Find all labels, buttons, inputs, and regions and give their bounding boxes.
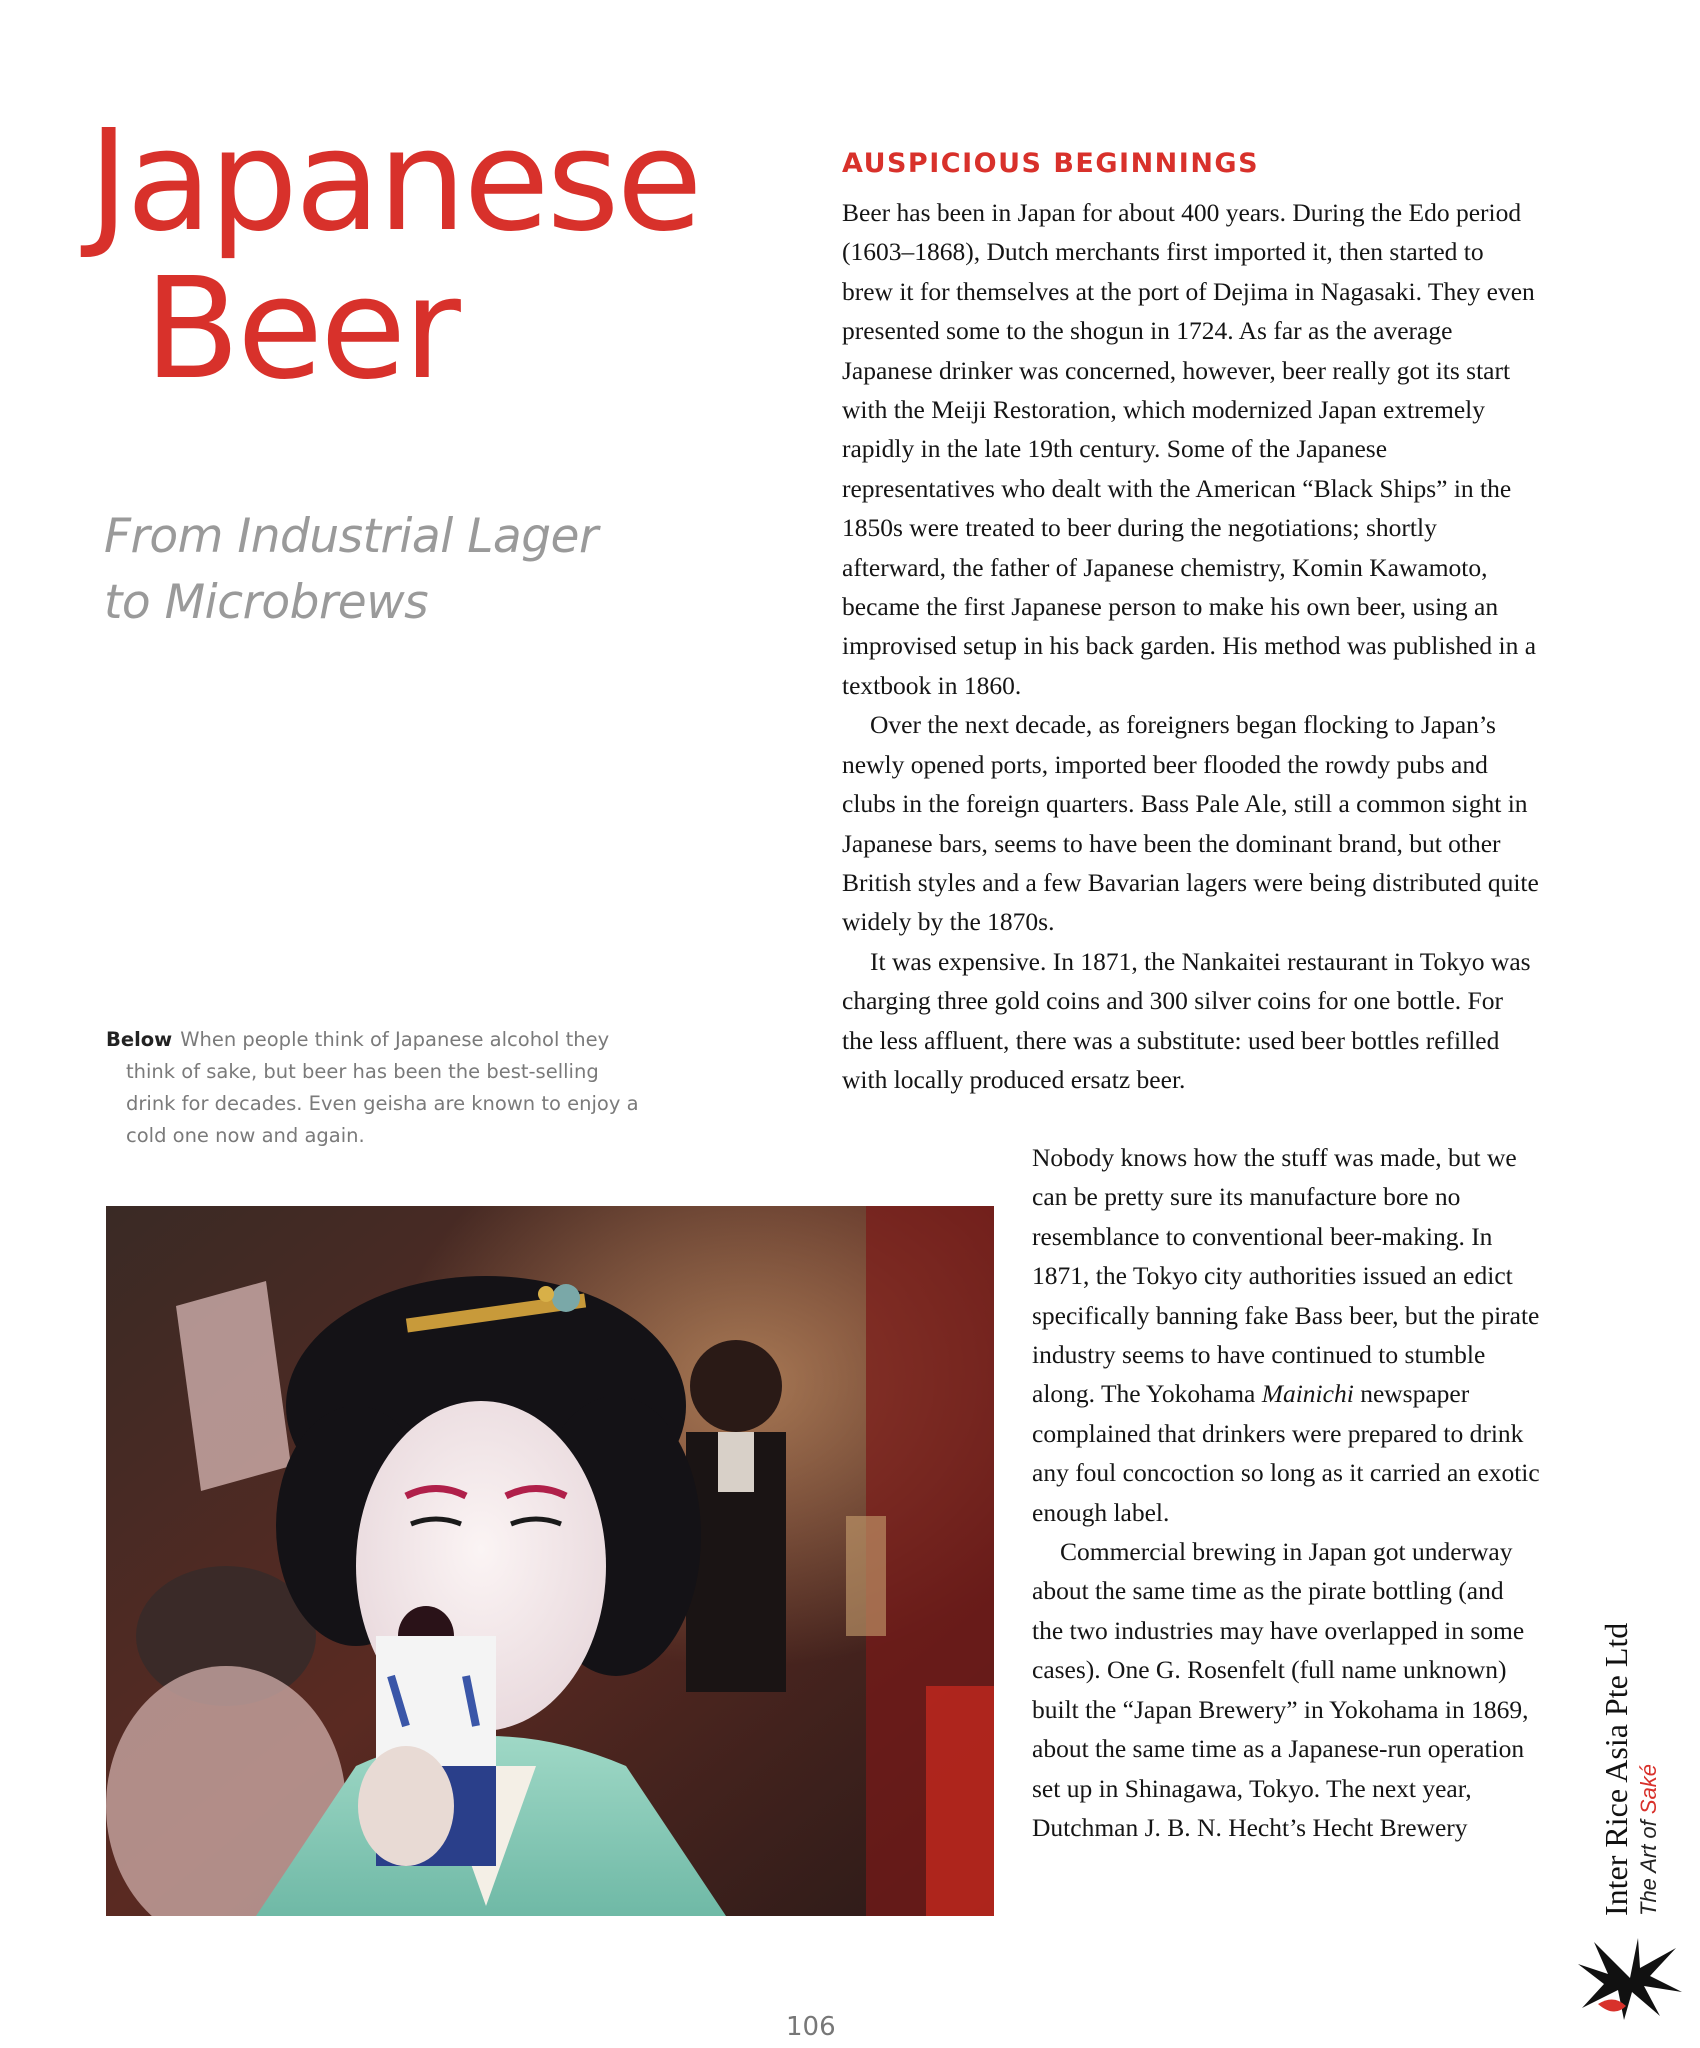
publisher-name: Inter Rice Asia Pte Ltd [1598, 1622, 1634, 1916]
page-title [88, 100, 788, 411]
publisher-logo-icon [1574, 1934, 1686, 2022]
body-paragraph-1: Beer has been in Japan for about 400 years. During the Edo period (1603–1868), Dutch merchants first imported it, then started to brew it for themselves at the port of Dejima in Nagasaki. They even presented some to the shogun in 1724. As far as the average Japanese drinker was concerned, however, beer really got its start with the Meiji Restoration, which modernized Japan extremely rapidly in the late 19th century. Some of the Japanese representatives who dealt with the American “Black Ships” in the 1850s were treated to beer during the negotiations; shortly afterward, the father of Japanese chemistry, Komin Kawamoto, became the first Japanese person to make his own beer, using an improvised setup in his back garden. His method was published in a textbook in 1860. [842, 198, 1537, 700]
body-column-lower [1032, 1138, 1540, 1847]
body-paragraph-5: Commercial brewing in Japan got underway about the same time as the pirate bottling (and the two industries may have overlapped in some cases). One G. Rosenfelt (full name unknown) built the “Japan Brewery” in Yokohama in 1869, about the same time as a Japanese-run operation set up in Shinagawa, Tokyo. The next year, Dutchman J. B. N. Hecht’s Hecht Brewery [1032, 1537, 1529, 1842]
caption-text: When people think of Japanese alcohol they think of sake, but beer has been the best-selling drink for decades. Even geisha are known to enjoy a cold one now and again. [126, 1028, 639, 1147]
photo-caption [106, 1024, 646, 1152]
paragraph-4-text-a: Nobody knows how the stuff was made, but we can be pretty sure its manufacture bore no resemblance to conventional beer-making. In 1871, the Tokyo city authorities issued an edict specifically banning fake Bass beer, but the pirate industry seems to have continued to stumble along. The Yokohama [1032, 1143, 1540, 1409]
page-subtitle [104, 504, 664, 636]
page-number: 106 [786, 2012, 836, 2042]
subtitle-line-2: to Microbrews [104, 575, 429, 630]
newspaper-name: Mainichi [1261, 1379, 1354, 1409]
body-column-upper [842, 193, 1540, 1099]
publisher-credit [1598, 1586, 1664, 1916]
section-heading: AUSPICIOUS BEGINNINGS [842, 148, 1260, 179]
title-line-1: Japanese [88, 100, 700, 263]
subtitle-line-1: From Industrial Lager [104, 509, 598, 564]
body-paragraph-2: Over the next decade, as foreigners began flocking to Japan’s newly opened ports, imported beer flooded the rowdy pubs and clubs in the foreign quarters. Bass Pale Ale, still a common sight in Japanese bars, seems to have been the dominant brand, but other British styles and a few Bavarian lagers were being distributed quite widely by the 1870s. [842, 710, 1539, 937]
geisha-photo [106, 1206, 994, 1916]
book-title-accent: Saké [1636, 1763, 1661, 1815]
book-title-prefix: The Art of [1636, 1814, 1661, 1916]
body-paragraph-4 [1032, 1138, 1540, 1532]
book-title-line [1634, 1586, 1664, 1916]
title-line-2: Beer [144, 248, 458, 411]
geisha-illustration [106, 1206, 994, 1916]
body-paragraph-3: It was expensive. In 1871, the Nankaitei restaurant in Tokyo was charging three gold coins and 300 silver coins for one bottle. For the less affluent, there was a substitute: used beer bottles refilled with locally produced ersatz beer. [842, 946, 1531, 1094]
caption-lead: Below [106, 1028, 173, 1051]
paragraph-4-text-b: newspaper complained that drinkers were prepared to drink any foul concoction so long as it carried an exotic enough label. [1032, 1379, 1540, 1527]
